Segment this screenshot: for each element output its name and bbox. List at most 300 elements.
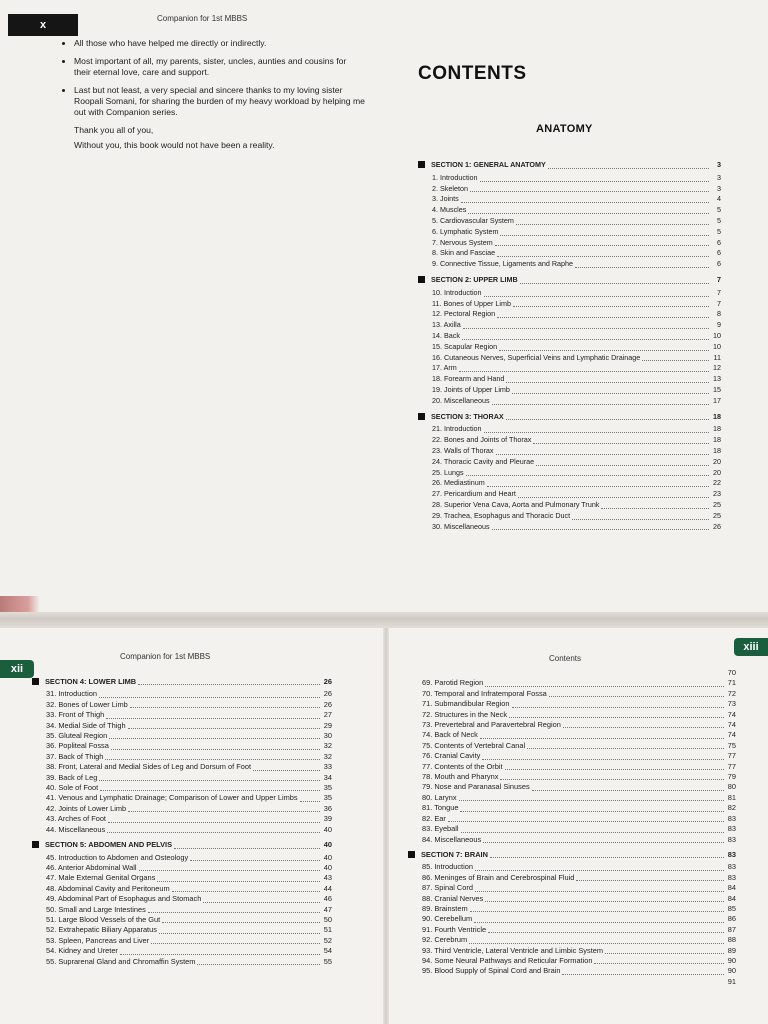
toc-entry [418, 385, 721, 396]
toc-entry-title: 11. Bones of Upper Limb [432, 298, 511, 308]
leader-dots [128, 811, 320, 812]
leader-dots [130, 707, 320, 708]
toc-page-number: 46 [323, 894, 332, 904]
toc-page-number: 11 [713, 352, 721, 362]
toc-entry-title: 35. Gluteal Region [46, 731, 108, 741]
toc-entry [32, 700, 332, 710]
toc-page-number: 39 [323, 814, 332, 824]
leader-dots [139, 870, 320, 871]
leader-dots [108, 822, 320, 823]
toc-entry-title: SECTION 5: ABDOMEN AND PELVIS [32, 840, 172, 850]
toc-entry-title: 15. Scapular Region [432, 341, 498, 351]
toc-page-number: 5 [717, 205, 721, 215]
toc-page-number: 72 [727, 688, 736, 698]
leader-dots [484, 296, 709, 297]
toc-entry [408, 894, 736, 904]
toc-entry-title: 50. Small and Large Intestines [46, 904, 146, 914]
leader-dots [105, 759, 320, 760]
toc-entry [408, 793, 736, 803]
toc-page-number: 74 [727, 709, 736, 719]
toc-page-number: 54 [323, 946, 332, 956]
toc-entry [408, 699, 736, 709]
toc-entry [418, 342, 721, 353]
toc-entry [32, 894, 332, 904]
toc-entry [418, 248, 721, 259]
toc-entry [418, 184, 721, 195]
toc-entry [32, 936, 332, 946]
leader-dots [480, 738, 724, 739]
toc-entry [418, 194, 721, 205]
toc-entry-title: 92. Cerebrum [422, 935, 468, 945]
toc-entry [408, 904, 736, 914]
acknowledgement-block [60, 38, 365, 155]
running-head: Companion for 1st MBBS [120, 652, 211, 661]
leader-dots [506, 419, 709, 420]
toc-entry [418, 424, 721, 435]
leader-dots [480, 181, 709, 182]
leader-dots [500, 779, 724, 780]
toc-entry-title: 74. Back of Neck [422, 730, 478, 740]
leader-dots [533, 443, 709, 444]
toc-entry-title: 27. Pericardium and Heart [432, 489, 516, 499]
toc-entry [418, 435, 721, 446]
toc-entry-title: 6. Lymphatic System [432, 226, 499, 236]
toc-entry [408, 883, 736, 893]
toc-section-heading [32, 677, 332, 687]
leader-dots [468, 213, 709, 214]
toc-page-number: 13 [713, 374, 721, 384]
toc-entry [32, 721, 332, 731]
toc-entry-title: 55. Suprarenal Gland and Chromaffin System [46, 956, 196, 966]
toc-page-number: 83 [727, 849, 736, 859]
toc-entry [418, 500, 721, 511]
section-marker-icon [418, 276, 425, 283]
leader-dots [506, 382, 709, 383]
toc-entry-title: 73. Prevertebral and Paravertebral Region [422, 720, 561, 730]
toc-page-number: 25 [713, 499, 721, 509]
toc-page-number: 10 [713, 341, 721, 351]
toc-entry [408, 803, 736, 813]
leader-dots [475, 891, 724, 892]
toc-entry [32, 905, 332, 915]
toc-entry [408, 824, 736, 834]
toc-entry [418, 288, 721, 299]
toc-entry [408, 946, 736, 956]
leader-dots [487, 486, 709, 487]
leader-dots [172, 891, 320, 892]
toc-entry-title: 93. Third Ventricle, Lateral Ventricle and Limbic System [422, 945, 604, 955]
leader-dots [575, 267, 709, 268]
toc-entry [418, 227, 721, 238]
leader-dots [497, 256, 709, 257]
leader-dots [485, 686, 724, 687]
toc-entry-title: 19. Joints of Upper Limb [432, 384, 510, 394]
toc-page-number: 87 [727, 924, 736, 934]
leader-dots [536, 465, 709, 466]
toc-page-number: 83 [727, 862, 736, 872]
leader-dots [460, 811, 724, 812]
toc-entry-title: 7. Nervous System [432, 237, 493, 247]
toc-anatomy [418, 155, 721, 532]
toc-entry-title: 72. Structures in the Neck [422, 709, 508, 719]
toc-page-number: 20 [713, 467, 721, 477]
toc-entry [418, 446, 721, 457]
leader-dots [576, 880, 724, 881]
toc-entry [418, 363, 721, 374]
toc-page-number: 30 [323, 731, 332, 741]
leader-dots [469, 943, 724, 944]
leader-dots [483, 842, 724, 843]
toc-page-number: 74 [727, 720, 736, 730]
leader-dots [520, 283, 709, 284]
toc-page-number: 82 [727, 803, 736, 813]
toc-entry [418, 309, 721, 320]
toc-page-number: 26 [323, 689, 332, 699]
toc-entry-title: 24. Thoracic Cavity and Pleurae [432, 456, 535, 466]
toc-entry-title: 53. Spleen, Pancreas and Liver [46, 935, 150, 945]
toc-entry-title: 40. Sole of Foot [46, 783, 99, 793]
toc-entry-title: 85. Introduction [422, 862, 473, 872]
toc-page-number: 91 [727, 976, 736, 986]
ack-thanks: Thank you all of you, [74, 125, 154, 135]
toc-entry-title: 5. Cardiovascular System [432, 215, 514, 225]
toc-entry [418, 353, 721, 364]
toc-entry [32, 793, 332, 803]
toc-entry-title: 26. Mediastinum [432, 478, 485, 488]
leader-dots [642, 360, 709, 361]
toc-entry [408, 914, 736, 924]
leader-dots [159, 933, 320, 934]
toc-entry-title: 12. Pectoral Region [432, 309, 496, 319]
toc-page-number: 6 [717, 259, 721, 269]
leader-dots [509, 717, 724, 718]
leader-dots [549, 696, 724, 697]
toc-entry-title: 81. Tongue [422, 803, 459, 813]
leader-dots [99, 697, 320, 698]
toc-page-number: 4 [717, 194, 721, 204]
toc-page-number: 79 [727, 772, 736, 782]
toc-page-number: 51 [323, 925, 332, 935]
leader-dots [562, 974, 724, 975]
toc-entry [32, 762, 332, 772]
leader-dots [513, 306, 709, 307]
toc-page-number: 3 [717, 160, 721, 169]
toc-section-heading [418, 275, 721, 286]
toc-page-number: 40 [323, 862, 332, 872]
toc-entry-title: 83. Eyeball [422, 824, 459, 834]
section-marker-icon [32, 678, 39, 685]
toc-entry [32, 915, 332, 925]
toc-page-number: 84 [727, 893, 736, 903]
toc-page-number: 85 [727, 903, 736, 913]
toc-entry [32, 741, 332, 751]
toc-page-number: 70 [727, 668, 736, 677]
toc-entry [32, 853, 332, 863]
leader-dots [461, 832, 724, 833]
toc-page-number: 6 [717, 248, 721, 258]
toc-page-number: 18 [713, 435, 721, 445]
toc-entry-title: 32. Bones of Lower Limb [46, 699, 128, 709]
toc-entry [418, 457, 721, 468]
toc-entry [408, 956, 736, 966]
toc-page-number: 27 [323, 710, 332, 720]
leader-dots [497, 317, 709, 318]
leader-dots [162, 922, 320, 923]
toc-entry-title: 1. Introduction [432, 172, 478, 182]
leader-dots [605, 953, 724, 954]
toc-page-number: 23 [713, 489, 721, 499]
toc-page-number: 40 [323, 840, 332, 850]
leader-dots [197, 964, 320, 965]
toc-entry-title: 13. Axilla [432, 320, 461, 330]
leader-dots [111, 749, 320, 750]
leader-dots [138, 684, 320, 685]
toc-entry [408, 668, 736, 678]
leader-dots [151, 943, 320, 944]
toc-entry [32, 731, 332, 741]
toc-page-number: 88 [727, 935, 736, 945]
section-marker-icon [418, 413, 425, 420]
toc-entry [408, 966, 736, 976]
toc-entry-title: 39. Back of Leg [46, 772, 98, 782]
toc-entry-title: 71. Submandibular Region [422, 699, 510, 709]
leader-dots [459, 371, 709, 372]
section-marker-icon [32, 841, 39, 848]
toc-page-number: 52 [323, 935, 332, 945]
leader-dots [594, 963, 724, 964]
leader-dots [495, 245, 709, 246]
leader-dots [190, 860, 320, 861]
leader-dots [203, 902, 320, 903]
leader-dots [484, 432, 709, 433]
toc-page-number: 10 [713, 330, 721, 340]
toc-entry [408, 720, 736, 730]
toc-page-number: 35 [323, 783, 332, 793]
toc-page-number: 81 [727, 792, 736, 802]
toc-entry-title: 43. Arches of Foot [46, 814, 106, 824]
leader-dots [448, 821, 724, 822]
leader-dots [462, 339, 709, 340]
toc-page-number: 74 [727, 730, 736, 740]
toc-page-number: 35 [323, 793, 332, 803]
toc-page-number: 77 [727, 761, 736, 771]
toc-entry-title: 28. Superior Vena Cava, Aorta and Pulmonary Trunk [432, 499, 600, 509]
toc-page-number: 26 [323, 699, 332, 709]
leader-dots [106, 718, 320, 719]
toc-entry-title: 14. Back [432, 330, 460, 340]
toc-entry [32, 825, 332, 835]
toc-entry-title: 41. Venous and Lymphatic Drainage; Comparison of Lower and Upper Limbs [46, 793, 298, 803]
toc-page-number: 32 [323, 741, 332, 751]
toc-page-number: 36 [323, 803, 332, 813]
toc-entry [418, 216, 721, 227]
toc-entry-title: SECTION 4: LOWER LIMB [32, 677, 136, 687]
leader-dots [496, 454, 709, 455]
toc-page-number: 26 [323, 677, 332, 686]
toc-page-number: 22 [713, 478, 721, 488]
toc-entry [408, 814, 736, 824]
toc-page-number: 3 [717, 172, 721, 182]
toc-entry-title: 10. Introduction [432, 287, 482, 297]
toc-page-number: 18 [713, 411, 721, 421]
toc-entry [32, 752, 332, 762]
toc-entry [408, 741, 736, 751]
toc-entry-title: 88. Cranial Nerves [422, 893, 484, 903]
toc-entry [32, 873, 332, 883]
toc-page-number: 83 [727, 872, 736, 882]
toc-page-number: 83 [727, 834, 736, 844]
ack-bullet: • All those who have helped me directly or indirectly. [74, 38, 365, 49]
toc-entry-title: 33. Front of Thigh [46, 710, 105, 720]
toc-page-number: 83 [727, 824, 736, 834]
leader-dots [300, 801, 320, 802]
toc-page-number: 90 [727, 966, 736, 976]
page-number-tab: x [8, 14, 78, 36]
toc-entry-title: 31. Introduction [46, 689, 97, 699]
running-head: Contents [549, 654, 582, 663]
toc-page-number: 75 [727, 740, 736, 750]
leader-dots [157, 881, 320, 882]
toc-lower-limb-abdomen [32, 672, 332, 967]
toc-entry [418, 511, 721, 522]
toc-entry [418, 522, 721, 533]
toc-entry-title: 18. Forearm and Hand [432, 374, 505, 384]
toc-page-number: 34 [323, 772, 332, 782]
ack-bullet: • Last but not least, a very special and sincere thanks to my loving sister Roopali Somani, for sharing the burden of my heavy workload by helping me out with Companion series. [74, 85, 365, 118]
toc-entry-title: SECTION 1: GENERAL ANATOMY [418, 160, 546, 171]
toc-entry [32, 925, 332, 935]
toc-page-number: 17 [713, 395, 721, 405]
leader-dots [463, 328, 709, 329]
bottom-spread [0, 628, 768, 1024]
toc-entry [418, 238, 721, 249]
toc-entry-title: 17. Arm [432, 363, 457, 373]
toc-entry [32, 710, 332, 720]
toc-entry-title: 49. Abdominal Part of Esophagus and Stomach [46, 894, 202, 904]
toc-entry [408, 730, 736, 740]
toc-entry-title: 37. Back of Thigh [46, 751, 104, 761]
toc-head-neck-brain [408, 668, 736, 987]
toc-entry [418, 331, 721, 342]
book-gutter [0, 612, 768, 628]
toc-entry [408, 782, 736, 792]
leader-dots [482, 759, 724, 760]
leader-dots [174, 848, 320, 849]
leader-dots [492, 404, 709, 405]
toc-entry [32, 957, 332, 967]
toc-entry [32, 884, 332, 894]
toc-entry-title: 54. Kidney and Ureter [46, 946, 118, 956]
toc-page-number: 40 [323, 824, 332, 834]
toc-page-number: 15 [713, 384, 721, 394]
toc-entry [418, 489, 721, 500]
toc-entry-title: 84. Miscellaneous [422, 834, 482, 844]
toc-entry [418, 320, 721, 331]
toc-entry [408, 835, 736, 845]
subject-heading: ANATOMY [536, 123, 593, 135]
toc-page-number: 43 [323, 873, 332, 883]
toc-page-number: 44 [323, 883, 332, 893]
toc-page-number: 5 [717, 226, 721, 236]
page-number-tab: xii [0, 660, 34, 678]
leader-dots [128, 728, 320, 729]
toc-entry [408, 935, 736, 945]
toc-entry [408, 772, 736, 782]
toc-section-heading [32, 840, 332, 850]
toc-section-heading [418, 160, 721, 171]
toc-entry-title: 52. Extrahepatic Biliary Apparatus [46, 925, 157, 935]
leader-dots [490, 857, 724, 858]
toc-entry-title: 22. Bones and Joints of Thorax [432, 435, 532, 445]
toc-entry-title: SECTION 3: THORAX [418, 412, 504, 423]
toc-page-number: 18 [713, 445, 721, 455]
toc-entry-title: 95. Blood Supply of Spinal Cord and Brain [422, 966, 561, 976]
leader-dots [470, 191, 709, 192]
toc-entry-title: SECTION 7: BRAIN [408, 850, 488, 860]
leader-dots [461, 202, 709, 203]
leader-dots [466, 475, 709, 476]
toc-entry [418, 468, 721, 479]
toc-entry [418, 396, 721, 407]
toc-entry-title: 79. Nose and Paranasal Sinuses [422, 782, 530, 792]
toc-entry-title: 80. Larynx [422, 792, 457, 802]
toc-page-number: 8 [717, 309, 721, 319]
page-number-tab: xiii [734, 638, 768, 656]
toc-entry [32, 804, 332, 814]
toc-entry-title: SECTION 2: UPPER LIMB [418, 275, 518, 286]
toc-page-number: 9 [717, 320, 721, 330]
running-head: Companion for 1st MBBS [157, 14, 248, 23]
toc-entry [32, 783, 332, 793]
contents-heading: CONTENTS [418, 63, 527, 84]
toc-entry [408, 751, 736, 761]
leader-dots [100, 790, 320, 791]
leader-dots [512, 393, 709, 394]
leader-dots [107, 832, 320, 833]
toc-page-number: 26 [713, 521, 721, 531]
toc-entry [408, 678, 736, 688]
toc-entry-title: 42. Joints of Lower Limb [46, 803, 127, 813]
toc-entry [408, 873, 736, 883]
toc-section-heading [418, 412, 721, 423]
leader-dots [475, 870, 724, 871]
toc-page-number: 32 [323, 751, 332, 761]
toc-entry-title: 16. Cutaneous Nerves, Superficial Veins and Lymphatic Drainage [432, 352, 641, 362]
toc-page-number: 25 [713, 510, 721, 520]
toc-entry [408, 762, 736, 772]
toc-entry-title: 75. Contents of Vertebral Canal [422, 740, 526, 750]
toc-entry [32, 863, 332, 873]
ack-closing: Without you, this book would not have been a reality. [74, 140, 275, 150]
toc-page-number: 3 [717, 183, 721, 193]
toc-entry-title: 23. Walls of Thorax [432, 445, 494, 455]
toc-entry-title: 36. Popliteal Fossa [46, 741, 109, 751]
toc-page-number: 7 [717, 298, 721, 308]
toc-entry-title: 25. Lungs [432, 467, 464, 477]
toc-page-number: 12 [713, 363, 721, 373]
toc-page-number: 50 [323, 914, 332, 924]
leader-dots [548, 168, 709, 169]
toc-entry-title: 76. Cranial Cavity [422, 751, 481, 761]
toc-section-heading [408, 850, 736, 860]
toc-entry [32, 814, 332, 824]
toc-entry-title: 94. Some Neural Pathways and Reticular Formation [422, 955, 593, 965]
toc-entry [418, 478, 721, 489]
toc-entry-title: 86. Meninges of Brain and Cerebrospinal Fluid [422, 872, 575, 882]
toc-entry-title: 30. Miscellaneous [432, 521, 490, 531]
toc-page-number: 47 [323, 904, 332, 914]
toc-entry-title: 77. Contents of the Orbit [422, 761, 503, 771]
